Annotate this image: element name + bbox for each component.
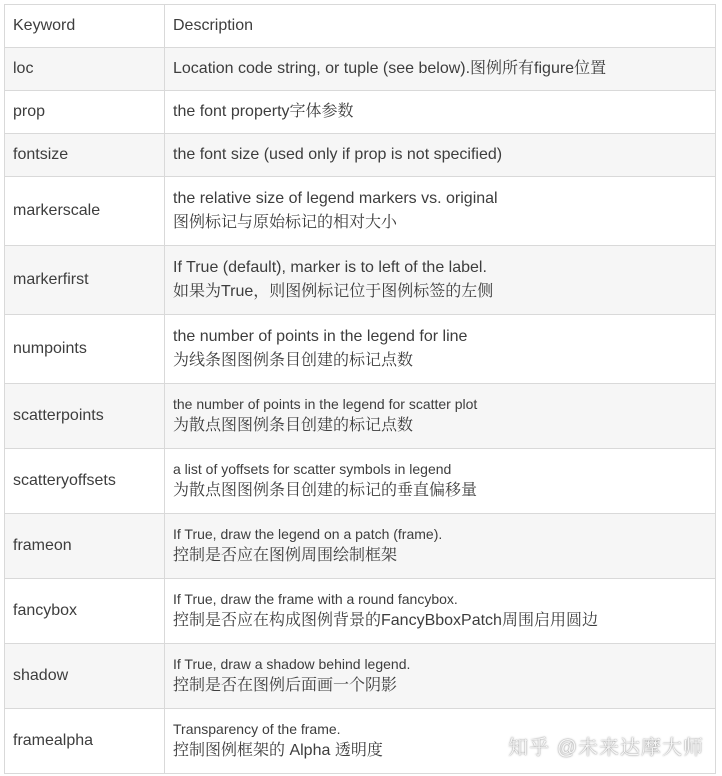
description-cell — [165, 449, 716, 514]
keyword-cell: markerscale — [5, 177, 165, 246]
keyword-cell: fontsize — [5, 134, 165, 177]
table-row — [5, 315, 716, 384]
table-row — [5, 91, 716, 134]
keyword-cell: scatterpoints — [5, 384, 165, 449]
description-line-chinese: 为线条图图例条目创建的标记点数 — [173, 352, 414, 369]
table-header-row — [5, 5, 716, 48]
keyword-cell: numpoints — [5, 315, 165, 384]
keyword-cell: loc — [5, 48, 165, 91]
keyword-cell: shadow — [5, 644, 165, 709]
table-row — [5, 246, 716, 315]
keyword-cell: framealpha — [5, 709, 165, 774]
description-line-chinese: 控制图例框架的 Alpha 透明度 — [173, 742, 383, 759]
table-row — [5, 48, 716, 91]
table-row — [5, 177, 716, 246]
keyword-cell: prop — [5, 91, 165, 134]
description-line-chinese: 图例标记与原始标记的相对大小 — [173, 214, 398, 231]
description-line-chinese: 如果为True，则图例标记位于图例标签的左侧 — [173, 283, 494, 300]
description-line-chinese: 为散点图图例条目创建的标记的垂直偏移量 — [173, 482, 478, 499]
keyword-cell: scatteryoffsets — [5, 449, 165, 514]
header-keyword: Keyword — [5, 5, 165, 48]
watermark: 知乎 @未来达摩大师 — [508, 737, 704, 759]
keyword-cell: markerfirst — [5, 246, 165, 315]
table-row — [5, 644, 716, 709]
keyword-cell: fancybox — [5, 579, 165, 644]
description-line-chinese: 为散点图图例条目创建的标记点数 — [173, 417, 414, 434]
description-line: Transparency of the frame. — [173, 721, 341, 737]
description-line: a list of yoffsets for scatter symbols in legend — [173, 461, 452, 477]
description-cell — [165, 177, 716, 246]
description-line: If True (default), marker is to left of the label. — [173, 259, 487, 276]
description-cell — [165, 91, 716, 134]
table-row — [5, 134, 716, 177]
description-cell — [165, 246, 716, 315]
description-cell — [165, 579, 716, 644]
description-line: If True, draw the frame with a round fancybox. — [173, 591, 458, 607]
legend-keyword-table-container — [4, 4, 716, 774]
description-line: the number of points in the legend for line — [173, 328, 468, 345]
table-row — [5, 384, 716, 449]
description-line-chinese: 控制是否在图例后面画一个阴影 — [173, 677, 398, 694]
description-line-chinese: 控制是否应在构成图例背景的FancyBboxPatch周围启用圆边 — [173, 612, 598, 629]
header-description: Description — [165, 5, 716, 48]
table-row — [5, 449, 716, 514]
description-cell — [165, 134, 716, 177]
table-row — [5, 514, 716, 579]
description-line: Location code string, or tuple (see below).图例所有figure位置 — [173, 60, 607, 77]
description-cell — [165, 514, 716, 579]
description-line: the font size (used only if prop is not specified) — [173, 146, 503, 163]
description-line-chinese: 控制是否应在图例周围绘制框架 — [173, 547, 398, 564]
description-cell — [165, 644, 716, 709]
keyword-cell: frameon — [5, 514, 165, 579]
legend-keyword-table — [4, 4, 716, 774]
description-cell — [165, 384, 716, 449]
description-line: the number of points in the legend for scatter plot — [173, 396, 478, 412]
description-line: the relative size of legend markers vs. original — [173, 190, 498, 207]
description-line: If True, draw the legend on a patch (frame). — [173, 526, 443, 542]
description-cell — [165, 48, 716, 91]
description-line: the font property字体参数 — [173, 103, 354, 120]
description-cell — [165, 315, 716, 384]
table-row — [5, 579, 716, 644]
description-line: If True, draw a shadow behind legend. — [173, 656, 411, 672]
